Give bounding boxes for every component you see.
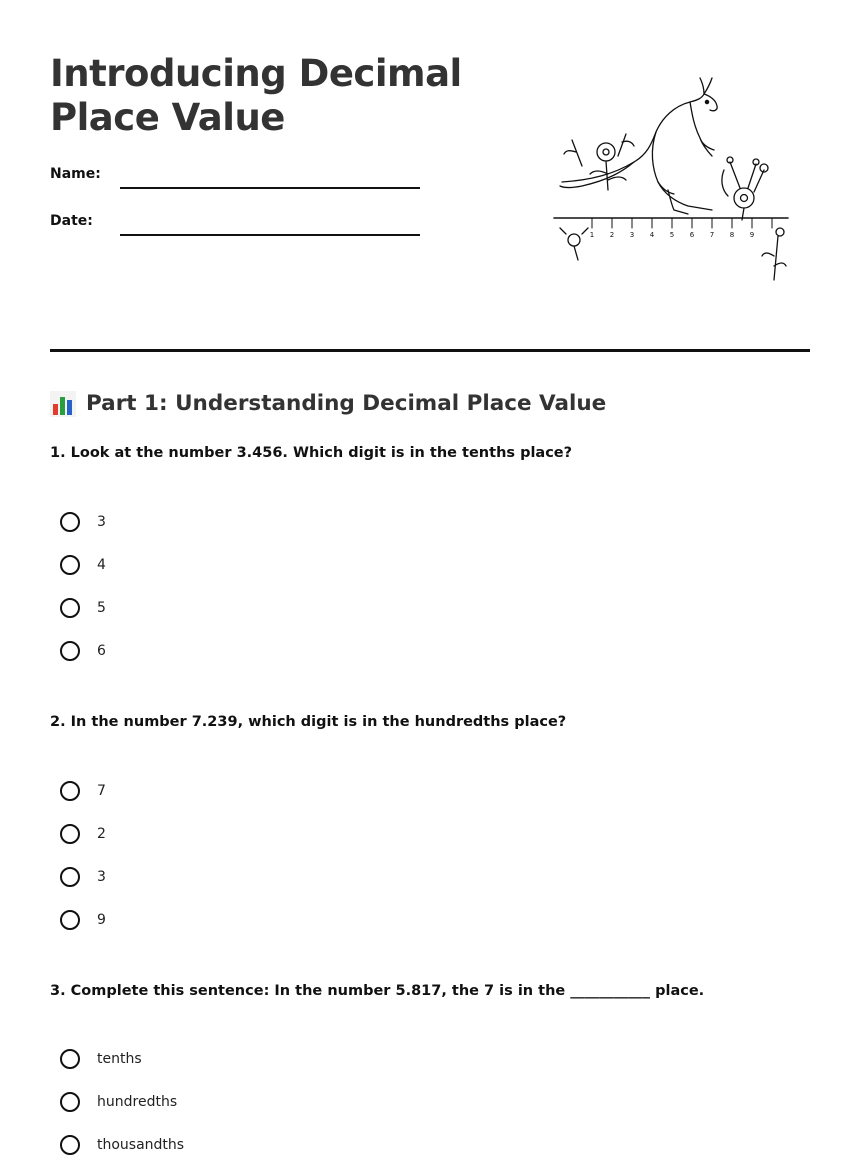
number-line-label: 7: [709, 231, 715, 239]
radio-button[interactable]: [60, 781, 80, 801]
radio-button[interactable]: [60, 910, 80, 930]
date-label: Date:: [50, 213, 93, 229]
option-label: 4: [97, 556, 106, 573]
radio-button[interactable]: [60, 1049, 80, 1069]
question-1-text: 1. Look at the number 3.456. Which digit is in the tenths place?: [50, 445, 573, 461]
title-line-1: Introducing Decimal: [50, 52, 462, 95]
bar-chart-icon: [50, 391, 76, 417]
q3-option[interactable]: [60, 1123, 184, 1166]
radio-button[interactable]: [60, 598, 80, 618]
radio-button[interactable]: [60, 641, 80, 661]
option-label: 3: [97, 868, 106, 885]
number-line-label: 6: [689, 231, 695, 239]
option-label: 9: [97, 911, 106, 928]
option-label: 7: [97, 782, 106, 799]
radio-button[interactable]: [60, 555, 80, 575]
q1-option[interactable]: [60, 543, 106, 586]
number-line-label: 2: [609, 231, 615, 239]
option-label: hundredths: [97, 1093, 178, 1110]
section-title-text: Part 1: Understanding Decimal Place Value: [86, 391, 607, 416]
q2-option[interactable]: [60, 855, 106, 898]
radio-button[interactable]: [60, 512, 80, 532]
question-1-options: [60, 500, 106, 672]
q3-option[interactable]: [60, 1080, 184, 1123]
q1-option[interactable]: [60, 586, 106, 629]
radio-button[interactable]: [60, 824, 80, 844]
option-label: 3: [97, 513, 106, 530]
option-label: 5: [97, 599, 106, 616]
number-line-label: 9: [749, 231, 755, 239]
date-blank-line[interactable]: [120, 234, 420, 236]
name-blank-line[interactable]: [120, 187, 420, 189]
q2-option[interactable]: [60, 898, 106, 941]
number-line-label: 5: [669, 231, 675, 239]
option-label: 6: [97, 642, 106, 659]
option-label: thousandths: [97, 1136, 185, 1153]
worksheet-title: [50, 52, 462, 140]
q1-option[interactable]: [60, 629, 106, 672]
q3-option[interactable]: [60, 1037, 184, 1080]
question-3-text: 3. Complete this sentence: In the number 5.817, the 7 is in the ___________ place.: [50, 983, 705, 999]
number-line-label: 1: [589, 231, 595, 239]
q2-option[interactable]: [60, 769, 106, 812]
question-3-options: [60, 1037, 184, 1166]
kangaroo-number-line-icon: [552, 70, 792, 285]
q2-option[interactable]: [60, 812, 106, 855]
question-2-options: [60, 769, 106, 941]
option-label: tenths: [97, 1050, 142, 1067]
option-label: 2: [97, 825, 106, 842]
radio-button[interactable]: [60, 1092, 80, 1112]
radio-button[interactable]: [60, 867, 80, 887]
section-divider: [50, 349, 810, 352]
radio-button[interactable]: [60, 1135, 80, 1155]
q1-option[interactable]: [60, 500, 106, 543]
section-heading: [50, 390, 606, 418]
title-line-2: Place Value: [50, 96, 285, 139]
number-line-label: 8: [729, 231, 735, 239]
name-label: Name:: [50, 166, 101, 182]
question-2-text: 2. In the number 7.239, which digit is in the hundredths place?: [50, 714, 567, 730]
number-line-label: 3: [629, 231, 635, 239]
number-line-label: 4: [649, 231, 655, 239]
